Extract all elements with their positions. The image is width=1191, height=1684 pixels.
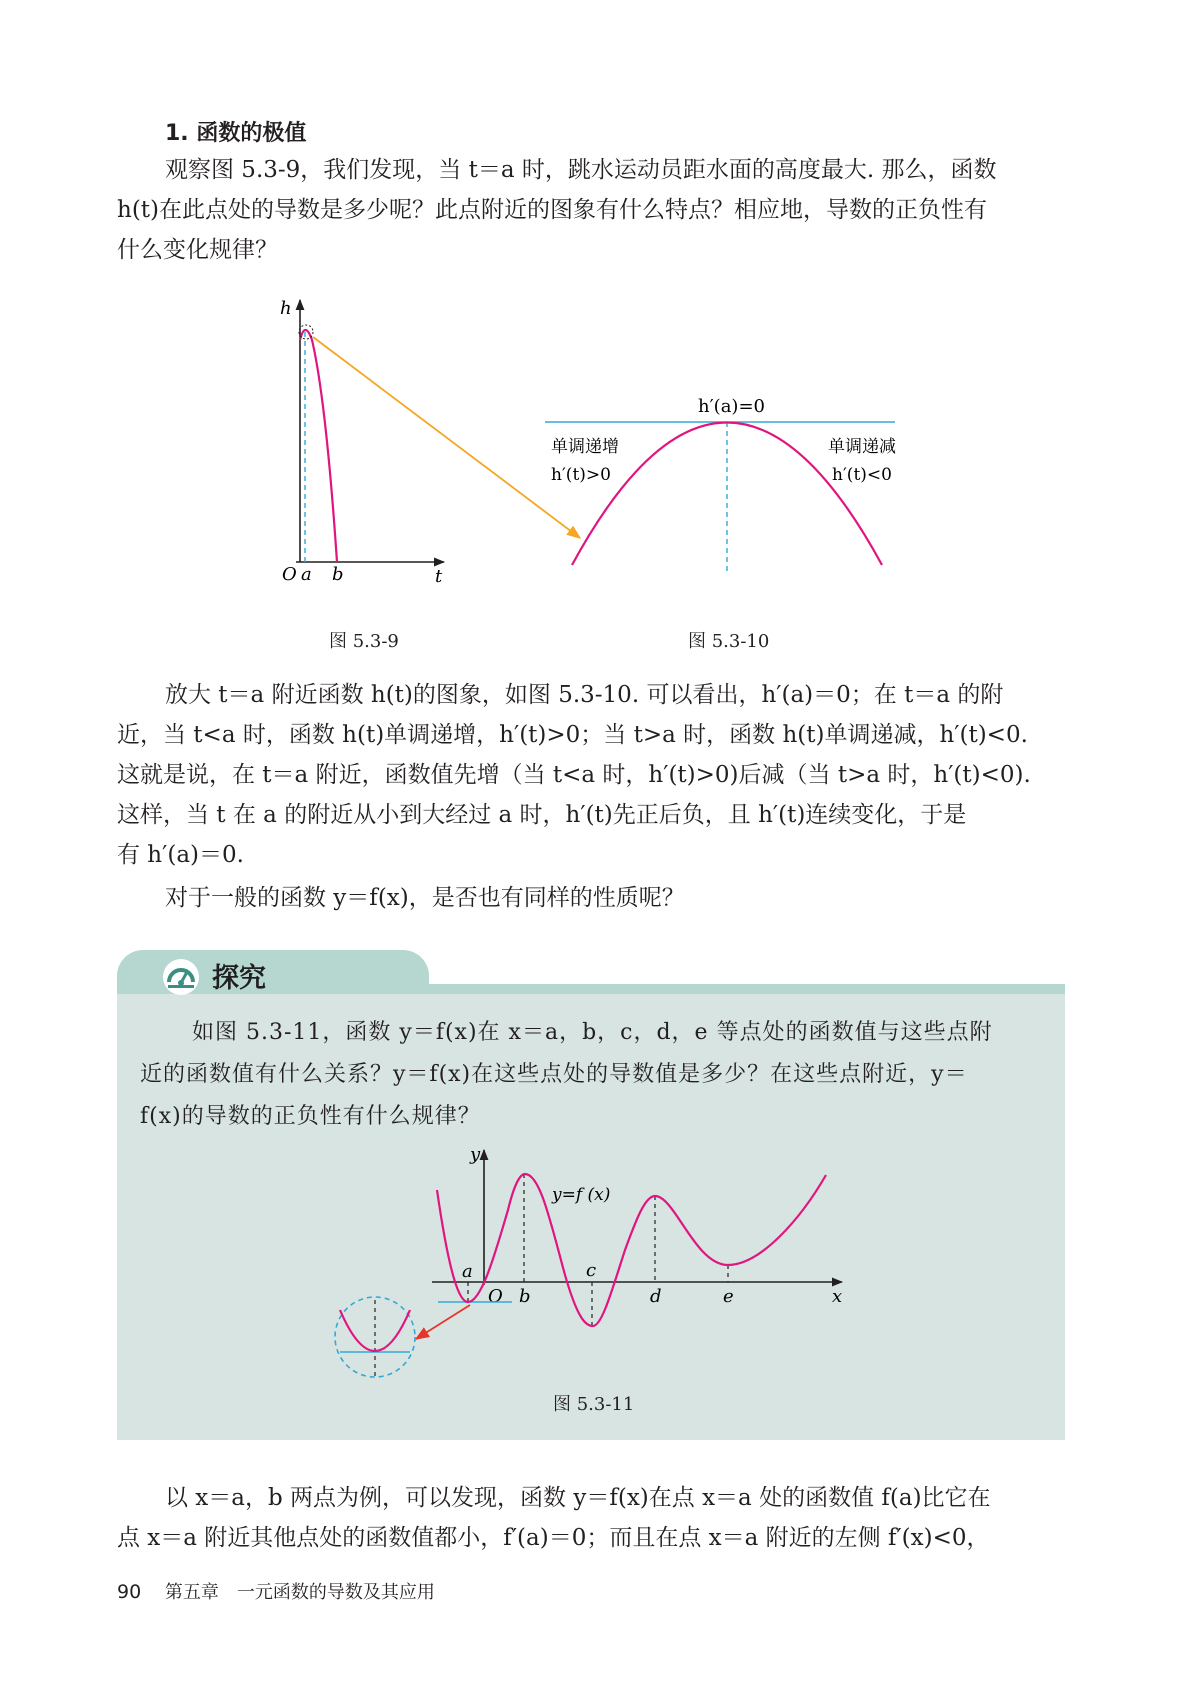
fig10-left-label-2: h′(t)>0 [551,465,611,485]
text-line: 对于一般的函数 y＝f(x)，是否也有同样的性质呢？ [165,885,685,911]
section-heading: 1. 函数的极值 [165,121,307,146]
explore-gauge-icon [162,958,200,996]
text-line: f(x)的导数的正负性有什么规律？ [140,1104,481,1129]
fig9-origin-label: O [282,564,297,585]
fig11-point-b: b [519,1286,531,1307]
text-line: 如图 5.3-11，函数 y＝f(x)在 x＝a，b，c，d，e 等点处的函数值与这些点附 [192,1020,993,1045]
paragraph-zoom [117,675,1065,875]
fig11-curve-label: y=f (x) [552,1185,611,1205]
fig11-point-d: d [650,1286,662,1307]
fig10-right-label-2: h′(t)<0 [832,465,892,485]
fig11-y-label: y [470,1144,481,1165]
text-line: 这样，当 t 在 a 的附近从小到大经过 a 时，h′(t)先正后负，且 h′(t)连续变化，于是 [117,802,967,828]
page-footer [117,1578,435,1604]
paragraph-example [117,1478,1065,1558]
fig9-highlight-circle [299,325,313,339]
text-line: 点 x＝a 附近其他点处的函数值都小，f′(a)＝0；而且在点 x＝a 附近的左侧 f′(x)<0， [117,1525,990,1551]
fig11-caption: 图 5.3-11 [553,1394,635,1415]
fig9-a-label: a [301,564,312,585]
figure-5-3-9-and-10 [0,280,1191,640]
fig11-point-e: e [723,1286,734,1307]
text-line: 观察图 5.3-9，我们发现，当 t＝a 时，跳水运动员距水面的高度最大. 那么，函数 [165,157,997,183]
text-line: 什么变化规律？ [117,237,278,263]
fig9-b-label: b [332,564,344,585]
fig10-right-label-1: 单调递减 [828,437,896,457]
text-line: 近，当 t<a 时，函数 h(t)单调递增，h′(t)>0；当 t>a 时，函数 h(t)单调递减，h′(t)<0. [117,722,1028,748]
text-line: 近的函数值有什么关系？y＝f(x)在这些点处的导数值是多少？在这些点附近，y＝ [140,1062,968,1087]
fig9-x-label: t [435,566,443,587]
fig11-zoom-arrow [416,1305,470,1339]
fig9-y-label: h [280,298,292,319]
fig10-left-label-1: 单调递增 [551,437,619,457]
text-line: h(t)在此点处的导数是多少呢？此点附近的图象有什么特点？相应地，导数的正负性有 [117,197,988,223]
fig9-curve [300,330,337,562]
fig10-top-label: h′(a)=0 [698,396,765,417]
figure-5-3-11 [0,1140,1191,1400]
text-line: 以 x＝a，b 两点为例，可以发现，函数 y＝f(x)在点 x＝a 处的函数值 f(a)比它在 [165,1485,991,1511]
text-line: 有 h′(a)＝0. [117,842,244,868]
chapter-title: 第五章 一元函数的导数及其应用 [164,1582,435,1603]
fig10-caption: 图 5.3-10 [688,631,770,652]
fig11-point-a: a [462,1261,473,1282]
fig11-x-label: x [832,1286,843,1307]
fig11-point-c: c [586,1260,597,1281]
zoom-arrow [313,337,580,538]
fig11-origin-label: O [488,1286,503,1307]
page-number: 90 [117,1581,142,1603]
explore-text [140,1012,1040,1138]
paragraph-observe [117,150,1065,270]
text-line: 放大 t＝a 附近函数 h(t)的图象，如图 5.3-10. 可以看出，h′(a)＝0；在 t＝a 的附 [165,682,1004,708]
paragraph-question [117,878,1065,918]
text-line: 这就是说，在 t＝a 附近，函数值先增（当 t<a 时，h′(t)>0)后减（当 t>a 时，h′(t)<0). [117,762,1031,788]
explore-title: 探究 [212,963,266,994]
fig9-caption: 图 5.3-9 [329,631,399,652]
